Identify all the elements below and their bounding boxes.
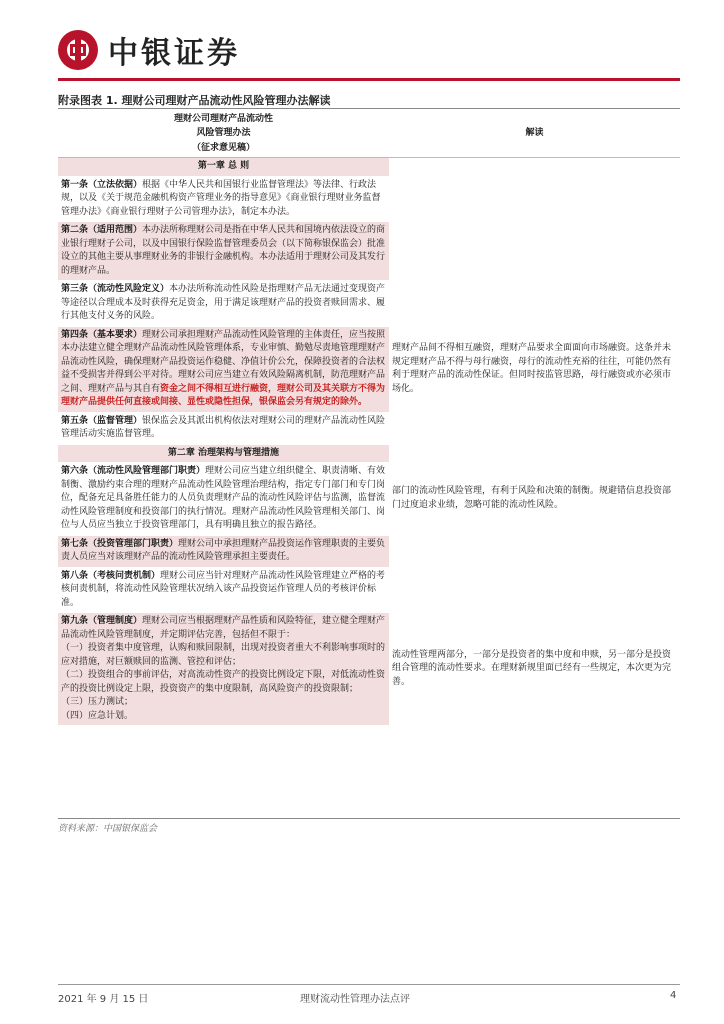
- table-header-row: [58, 110, 680, 158]
- article-title: 第三条（流动性风险定义）: [61, 284, 170, 295]
- article-list-item: （四）应急计划。: [61, 710, 134, 721]
- article-text: [61, 329, 386, 410]
- article-text: [61, 179, 386, 220]
- interpretation-cell: [389, 567, 680, 613]
- highlighted-text: 资金之间不得相互进行融资，理财公司及其关联方不得为理财产品提供任何直接或间接、显性或隐性担保，银保监会另有规定的除外。: [61, 383, 386, 408]
- article-text: [61, 224, 386, 278]
- interpretation-cell: [389, 444, 680, 463]
- interpretation-cell: [389, 412, 680, 444]
- chapter-row: [58, 444, 680, 463]
- article-title: 第一条（立法依据）: [61, 179, 143, 190]
- interpretation-cell: [389, 158, 680, 177]
- article-cell: [58, 412, 389, 444]
- article-body: 理财公司承担理财产品流动性风险管理的主体责任，应当按照本办法建立健全理财产品流动性风险管理体系，专业审慎、勤勉尽责地管理理财产品流动性风险，确保理财产品投资运作稳健、净值计价公允，保障投资者的合法权益不受损害并得到公平对待。理财公司应当建立有效风险隔离机制，防范理财产品之间、理财产品与其自有: [61, 329, 386, 394]
- article-body: 本办法所称理财公司是指在中华人民共和国境内依法设立的商业银行理财子公司，以及中国银行保险监督管理委员会（以下简称银保监会）批准设立的其他主要从事理财业务的非银行金融机构。本办法适用于理财公司及其发行的理财产品。: [61, 225, 386, 276]
- header: [58, 24, 240, 76]
- article-body: 根据《中华人民共和国银行业监督管理法》等法律、行政法规，以及《关于规范金融机构资产管理业务的指导意见》《商业银行理财业务监督管理办法》《商业银行理财子公司管理办法》，制定本办法。: [61, 179, 381, 217]
- header-right: 解读: [389, 110, 680, 158]
- article-body: 理财公司应当建立组织健全、职责清晰、有效制衡、激励约束合理的理财产品流动性风险管理治理结构，指定专门部门和专门岗位，配备充足具备胜任能力的人员负责理财产品的流动性风险评估与监测，监督流动性风险管理制度和投资部门的执行情况。理财产品流动性风险管理相关部门、岗位与人员应当独立于投资管理部门，具有明确且独立的报告路径。: [61, 466, 386, 531]
- article-body: 银保监会及其派出机构依法对理财公司的理财产品流动性风险管理活动实施监督管理。: [61, 415, 386, 440]
- chapter-row: [58, 158, 680, 177]
- article-text: [61, 465, 386, 533]
- article-text: [61, 615, 386, 642]
- article-cell: [58, 444, 389, 463]
- header-left: [58, 110, 389, 158]
- interpretation-cell: [389, 176, 680, 222]
- header-left-line-2: 风险管理办法: [196, 128, 251, 139]
- brand-name: 中银证券: [108, 36, 240, 71]
- article-cell: [58, 176, 389, 222]
- chapter-title: 第一章 总 则: [197, 161, 250, 172]
- article-cell: [58, 567, 389, 613]
- article-cell: [58, 326, 389, 412]
- article-row: [58, 567, 680, 613]
- article-body: 理财公司中承担理财产品投资运作管理职责的主要负责人员应当对该理财产品的流动性风险管理承担主要责任。: [61, 538, 386, 563]
- article-row: [58, 412, 680, 444]
- article-title: 第六条（流动性风险管理部门职责）: [61, 466, 206, 477]
- interpretation-cell: [389, 222, 680, 281]
- article-list-item: （一）投资者集中度管理，认购和赎回限制，出现对投资者重大不利影响事项时的应对措施，对巨额赎回的监测、管控和评估；: [61, 643, 386, 667]
- article-row: [58, 326, 680, 412]
- article-title: 第四条（基本要求）: [61, 329, 143, 340]
- footer-divider: [58, 984, 680, 985]
- article-cell: [58, 535, 389, 567]
- footer-title: 理财流动性管理办法点评: [300, 994, 410, 1005]
- article-body: 本办法所称流动性风险是指理财产品无法通过变现资产等途径以合理成本及时获得充足资金，用于满足该理财产品的投资者赎回需求、履行其他支付义务的风险。: [61, 284, 386, 322]
- article-row: [58, 535, 680, 567]
- article-text: [61, 415, 386, 442]
- interpretation-cell: 理财产品间不得相互融资，理财产品要求全面面向市场融资。这条并未规定理财产品不得与母行融资，母行的流动性充裕的往往，可能仍然有利于理财产品的流动性保证。但同时按监管思路，母行融资或亦必须市场化。: [392, 343, 672, 394]
- article-row: [58, 613, 680, 726]
- header-left-line-1: 理财公司理财产品流动性: [173, 114, 273, 124]
- article-cell: [58, 613, 389, 726]
- article-title: 第二条（适用范围）: [61, 225, 143, 236]
- header-left-line-3: （征求意见稿）: [191, 142, 255, 153]
- interpretation-cell: [389, 535, 680, 567]
- interpretation-cell: [389, 281, 680, 327]
- header-divider: [58, 78, 680, 81]
- article-cell: [58, 463, 389, 536]
- footer-date: 2021 年 9 月 15 日: [58, 994, 149, 1005]
- article-text: [61, 283, 386, 324]
- article-title: 第七条（投资管理部门职责）: [61, 538, 179, 549]
- interpretation-cell: 流动性管理两部分，一部分是投资者的集中度和申赎，另一部分是投资组合管理的流动性要求。在理财新规里面已经有一些规定，本次更为完善。: [392, 649, 672, 687]
- article-title: 第五条（监督管理）: [61, 415, 143, 426]
- article-list-item: （三）压力测试；: [61, 697, 134, 708]
- caption-divider: [58, 108, 680, 109]
- article-text: [61, 570, 386, 611]
- article-cell: [58, 281, 389, 327]
- bank-logo-icon: [58, 30, 98, 70]
- interpretation-cell: 部门的流动性风险管理，有利于风险和决策的制衡。规避错信息投资部门过度追求业绩，忽略可能的流动性风险。: [392, 486, 672, 510]
- article-row: [58, 176, 680, 222]
- figure-caption: 附录图表 1. 理财公司理财产品流动性风险管理办法解读: [58, 94, 331, 107]
- table-bottom-divider: [58, 818, 680, 819]
- article-cell: [58, 158, 389, 177]
- page-number: 4: [670, 990, 677, 1001]
- article-row: [58, 281, 680, 327]
- article-title: 第九条（管理制度）: [61, 616, 143, 627]
- article-text: [61, 538, 386, 565]
- article-title: 第八条（考核问责机制）: [61, 570, 161, 581]
- article-cell: [58, 222, 389, 281]
- article-row: [58, 463, 680, 536]
- interpretation-table: [58, 110, 680, 726]
- article-body: 理财公司应当针对理财产品流动性风险管理建立严格的考核问责机制，将流动性风险管理状况纳入该产品投资运作管理人员的考核评价标准。: [61, 570, 386, 608]
- article-body: 理财公司应当根据理财产品性质和风险特征，建立健全理财产品流动性风险管理制度，并定期评估完善，包括但不限于：: [61, 616, 386, 640]
- source-note: 资料来源：中国银保监会: [58, 824, 158, 834]
- article-list-item: （二）投资组合的事前评估，对高流动性资产的投资比例设定下限，对低流动性资产的投资比例设定上限，投资资产的集中度限制，高风险资产的投资限制；: [61, 670, 386, 694]
- chapter-title: 第二章 治理架构与管理措施: [167, 447, 280, 458]
- article-row: [58, 222, 680, 281]
